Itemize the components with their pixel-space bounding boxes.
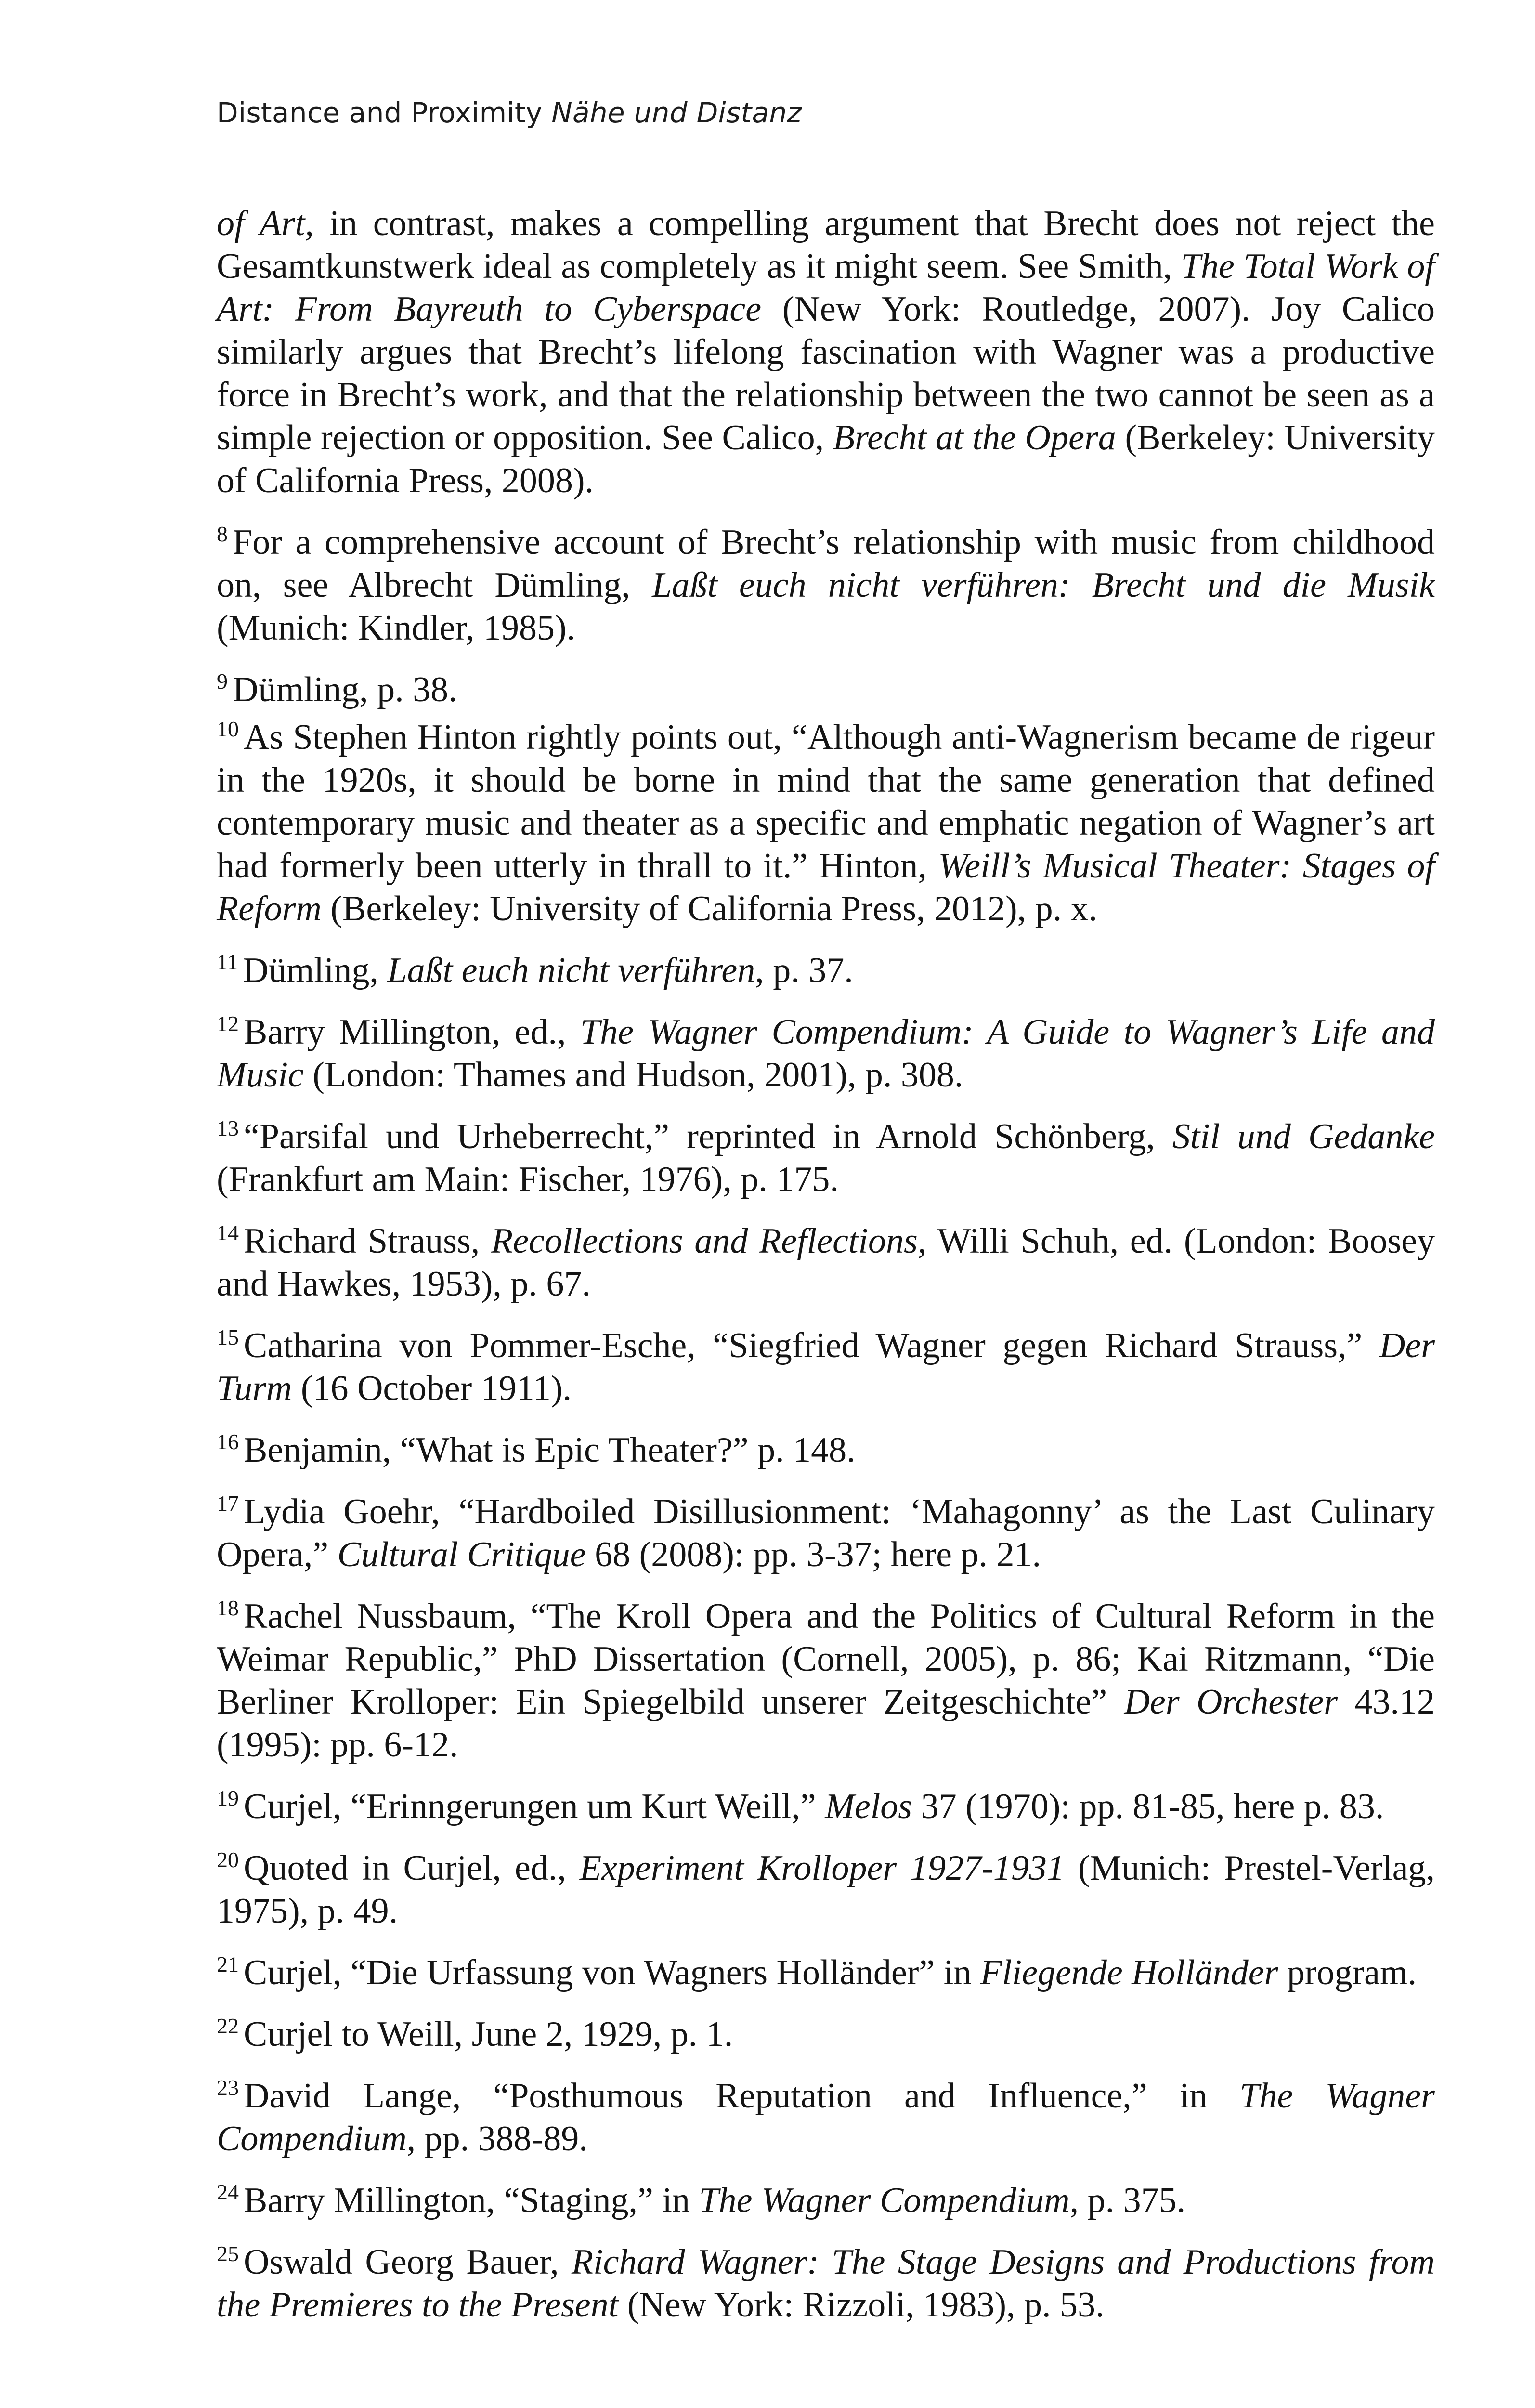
endnote-title-italic: Melos bbox=[825, 1787, 912, 1826]
endnote-text: (Berkeley: University of California Press, 2008). bbox=[217, 418, 1435, 500]
endnote-text: Oswald Georg Bauer, bbox=[244, 2242, 572, 2282]
endnote bbox=[217, 668, 1435, 711]
endnote-text: Rachel Nussbaum, “The Kroll Opera and the Politics of Cultural Reform in the Weimar Republic,” PhD Dissertation (Cornell, 2005), p. 86; Kai Ritzmann, “Die Berliner Krolloper: Ein Spiegelbild unserer Zeitgeschichte” bbox=[217, 1597, 1435, 1722]
endnote-text: For a comprehensive account of Brecht’s relationship with music from childhood on, see Albrecht Dümling, bbox=[217, 523, 1435, 605]
endnote bbox=[217, 2179, 1435, 2222]
endnote bbox=[217, 521, 1435, 650]
endnote-number: 14 bbox=[217, 1220, 239, 1245]
endnote bbox=[217, 1115, 1435, 1201]
endnote-title-italic: Stil und Gedanke bbox=[1172, 1117, 1435, 1156]
endnote-number: 12 bbox=[217, 1011, 239, 1036]
endnote-text: (New York: Routledge, 2007). Joy Calico similarly argues that Brecht’s lifelong fascination with Wagner was a productive force in Brecht’s work, and that the relationship between the two cannot be seen as a simple rejection or opposition. See Calico, bbox=[217, 289, 1435, 458]
endnote-number: 11 bbox=[217, 950, 238, 974]
endnote-text: (Munich: Prestel-Verlag, 1975), p. 49. bbox=[217, 1848, 1435, 1931]
endnote-title-italic: Laßt euch nicht verführen bbox=[387, 951, 755, 990]
endnotes-list bbox=[217, 202, 1435, 2345]
endnote-title-italic: Der Turm bbox=[217, 1326, 1435, 1408]
endnote-text: (Munich: Kindler, 1985). bbox=[217, 608, 576, 648]
endnote bbox=[217, 1324, 1435, 1410]
endnote-text: , pp. 388-89. bbox=[406, 2119, 588, 2159]
endnote bbox=[217, 949, 1435, 992]
endnote-number: 23 bbox=[217, 2075, 239, 2100]
endnote-text: 37 (1970): pp. 81-85, here p. 83. bbox=[912, 1787, 1384, 1826]
endnote-title-italic: Weill’s Musical Theater: Stages of Reform bbox=[217, 846, 1435, 929]
endnote-text: Richard Strauss, bbox=[244, 1221, 491, 1261]
endnote-text: in contrast, makes a compelling argument that Brecht does not reject the Gesamtkunstwerk ideal as completely as it might seem. See Smith, bbox=[217, 204, 1435, 286]
endnote-number: 9 bbox=[217, 669, 228, 694]
endnote bbox=[217, 1847, 1435, 1933]
endnote-number: 25 bbox=[217, 2241, 239, 2266]
endnote-text: (London: Thames and Hudson, 2001), p. 308. bbox=[303, 1055, 963, 1095]
endnote-text: (New York: Rizzoli, 1983), p. 53. bbox=[618, 2285, 1105, 2325]
endnote-title-italic: Der Orchester bbox=[1124, 1682, 1338, 1722]
endnote-text: (Frankfurt am Main: Fischer, 1976), p. 175. bbox=[217, 1160, 839, 1199]
endnote-text: (Berkeley: University of California Press, 2012), p. x. bbox=[321, 889, 1098, 929]
endnote bbox=[217, 1951, 1435, 1994]
endnote-text: Curjel, “Die Urfassung von Wagners Holländer” in bbox=[244, 1953, 980, 1992]
endnote bbox=[217, 1220, 1435, 1306]
endnote-text: Lydia Goehr, “Hardboiled Disillusionment: ‘Mahagonny’ as the Last Culinary Opera,” bbox=[217, 1492, 1435, 1574]
endnote-number: 15 bbox=[217, 1325, 239, 1349]
endnote-title-italic: Experiment Krolloper 1927-1931 bbox=[579, 1848, 1065, 1888]
endnote-text: , Willi Schuh, ed. (London: Boosey and Hawkes, 1953), p. 67. bbox=[217, 1221, 1435, 1304]
endnote-text: Barry Millington, ed., bbox=[244, 1012, 580, 1052]
endnote-text: Barry Millington, “Staging,” in bbox=[244, 2181, 699, 2220]
endnote-number: 10 bbox=[217, 717, 239, 741]
endnote-title-italic: Cultural Critique bbox=[337, 1535, 586, 1574]
endnote-text: Curjel, “Erinngerungen um Kurt Weill,” bbox=[244, 1787, 825, 1826]
endnote-text: “Parsifal und Urheberrecht,” reprinted in Arnold Schönberg, bbox=[244, 1117, 1172, 1156]
endnote-title-italic: The Total Work of Art: From Bayreuth to Cyberspace bbox=[217, 247, 1435, 329]
endnote-text: 43.12 (1995): pp. 6-12. bbox=[217, 1682, 1435, 1765]
endnote-text: , p. 375. bbox=[1069, 2181, 1186, 2220]
endnote bbox=[217, 2241, 1435, 2327]
endnote-text: Benjamin, “What is Epic Theater?” p. 148. bbox=[244, 1430, 856, 1470]
endnote-title-italic: Laßt euch nicht verführen: Brecht und die Musik bbox=[652, 565, 1435, 605]
endnote-text: , p. 37. bbox=[755, 951, 853, 990]
endnote-title-italic: The Wagner Compendium bbox=[217, 2076, 1435, 2159]
endnote-text: Dümling, p. 38. bbox=[233, 670, 457, 709]
endnote-text: Curjel to Weill, June 2, 1929, p. 1. bbox=[244, 2015, 733, 2054]
running-head bbox=[217, 96, 802, 129]
endnote-text: 68 (2008): pp. 3-37; here p. 21. bbox=[585, 1535, 1041, 1574]
endnote-number: 16 bbox=[217, 1429, 239, 1454]
endnote bbox=[217, 1595, 1435, 1767]
endnote-text: David Lange, “Posthumous Reputation and Influence,” in bbox=[244, 2076, 1240, 2116]
endnote-number: 22 bbox=[217, 2014, 239, 2038]
endnote-title-italic: Fliegende Holländer bbox=[980, 1953, 1278, 1992]
endnote-text: (16 October 1911). bbox=[292, 1369, 572, 1408]
endnote-number: 18 bbox=[217, 1596, 239, 1620]
endnote bbox=[217, 1785, 1435, 1828]
endnote-number: 20 bbox=[217, 1847, 239, 1872]
endnote-number: 17 bbox=[217, 1491, 239, 1516]
endnote-title-italic: Recollections and Reflections bbox=[491, 1221, 918, 1261]
endnote-title-italic: The Wagner Compendium bbox=[699, 2181, 1070, 2220]
endnote-text: program. bbox=[1278, 1953, 1417, 1992]
running-head-title-german: Nähe und Distanz bbox=[551, 96, 802, 129]
endnote-title-italic: of Art, bbox=[217, 204, 314, 243]
endnote bbox=[217, 716, 1435, 930]
endnote-number: 8 bbox=[217, 522, 228, 546]
endnote-number: 13 bbox=[217, 1116, 239, 1140]
endnote-title-italic: Brecht at the Opera bbox=[833, 418, 1116, 458]
running-head-title: Distance and Proximity bbox=[217, 96, 543, 129]
endnote-title-italic: Richard Wagner: The Stage Designs and Productions from the Premieres to the Present bbox=[217, 2242, 1435, 2325]
endnote-number: 24 bbox=[217, 2180, 239, 2204]
endnote bbox=[217, 2075, 1435, 2160]
endnote bbox=[217, 1429, 1435, 1472]
endnote-text: As Stephen Hinton rightly points out, “Although anti-Wagnerism became de rigeur in the 1920s, it should be borne in mind that the same generation that defined contemporary music and theater as a specific and emphatic negation of Wagner’s art had formerly been utterly in thrall to it.” Hinton, bbox=[217, 718, 1435, 886]
endnote bbox=[217, 1491, 1435, 1576]
endnote bbox=[217, 202, 1435, 502]
endnote-number: 19 bbox=[217, 1786, 239, 1810]
endnote bbox=[217, 1011, 1435, 1097]
endnote bbox=[217, 2013, 1435, 2056]
endnote-text: Quoted in Curjel, ed., bbox=[244, 1848, 580, 1888]
endnote-number: 21 bbox=[217, 1952, 239, 1976]
endnote-title-italic: The Wagner Compendium: A Guide to Wagner’s Life and Music bbox=[217, 1012, 1435, 1095]
endnote-text: Dümling, bbox=[243, 951, 388, 990]
endnote-text: Catharina von Pommer-Esche, “Siegfried Wagner gegen Richard Strauss,” bbox=[244, 1326, 1379, 1365]
